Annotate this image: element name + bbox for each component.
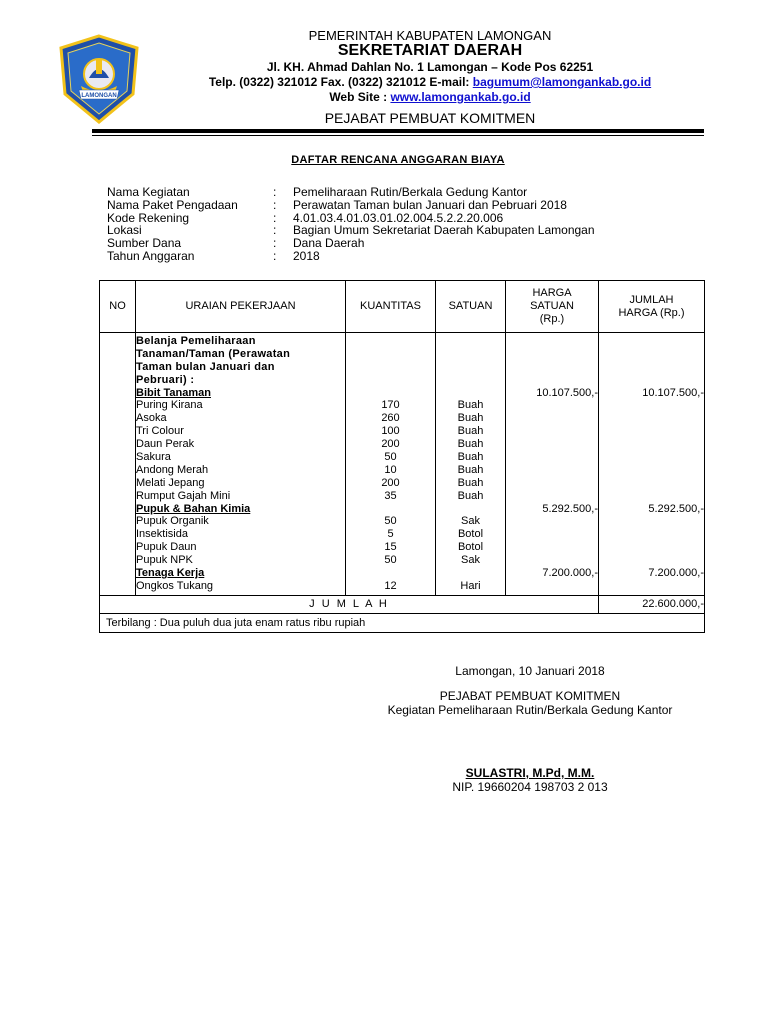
item-unit bbox=[436, 503, 505, 516]
item-total bbox=[599, 348, 704, 361]
item-total bbox=[599, 554, 704, 567]
website-line bbox=[150, 90, 710, 104]
item-unit: Sak bbox=[461, 554, 480, 567]
item-unit-price bbox=[506, 515, 598, 528]
item-description: Ongkos Tukang bbox=[136, 579, 214, 592]
table-header-row bbox=[100, 281, 705, 333]
item-unit bbox=[436, 387, 505, 400]
item-description: Pupuk NPK bbox=[136, 554, 193, 567]
total-row bbox=[100, 595, 705, 613]
item-quantity bbox=[346, 348, 435, 361]
info-colon: : bbox=[273, 236, 277, 251]
header-jumlah-line1: JUMLAH bbox=[629, 293, 674, 306]
item-total bbox=[599, 464, 704, 477]
item-quantity: 5 bbox=[387, 528, 394, 541]
item-total: 10.107.500,- bbox=[642, 386, 704, 399]
item-description: Belanja Pemeliharaan bbox=[136, 335, 256, 347]
item-unit-price bbox=[506, 438, 598, 451]
government-name: PEMERINTAH KABUPATEN LAMONGAN bbox=[308, 28, 552, 43]
header-harga-line3: (Rp.) bbox=[539, 313, 565, 325]
header-jumlah-harga bbox=[599, 281, 705, 333]
item-description: Sakura bbox=[136, 451, 171, 464]
item-description: Insektisida bbox=[136, 528, 188, 541]
item-total bbox=[599, 490, 704, 503]
item-unit: Buah bbox=[457, 399, 484, 412]
info-value: Bagian Umum Sekretariat Daerah Kabupaten Lamongan bbox=[293, 223, 595, 238]
item-description: Tenaga Kerja bbox=[136, 567, 205, 580]
item-total bbox=[599, 580, 704, 593]
signature-place-date: Lamongan, 10 Januari 2018 bbox=[455, 664, 605, 678]
item-unit: Buah bbox=[457, 451, 484, 464]
info-colon: : bbox=[273, 210, 277, 225]
item-unit: Buah bbox=[457, 476, 484, 489]
item-quantity: 50 bbox=[384, 451, 397, 464]
item-quantity bbox=[346, 387, 435, 400]
info-label: Lokasi bbox=[107, 223, 142, 238]
info-value: Dana Daerah bbox=[293, 236, 365, 251]
item-unit-price: 10.107.500,- bbox=[536, 386, 598, 399]
item-quantity: 12 bbox=[384, 579, 397, 592]
item-unit-price bbox=[506, 541, 598, 554]
item-quantity: 200 bbox=[381, 438, 400, 451]
item-unit-price bbox=[506, 477, 598, 490]
item-unit: Buah bbox=[457, 412, 484, 425]
website-link[interactable]: www.lamongankab.go.id bbox=[390, 90, 531, 104]
header-harga-satuan bbox=[506, 281, 599, 333]
item-unit-price bbox=[506, 399, 598, 412]
item-unit-price bbox=[506, 490, 598, 503]
item-total bbox=[599, 412, 704, 425]
terbilang-text: Terbilang : Dua puluh dua juta enam ratus ribu rupiah bbox=[100, 613, 705, 632]
info-colon: : bbox=[273, 223, 277, 238]
item-total bbox=[599, 477, 704, 490]
item-total bbox=[599, 335, 704, 348]
item-total bbox=[599, 438, 704, 451]
item-quantity bbox=[346, 503, 435, 516]
item-description: Rumput Gajah Mini bbox=[136, 489, 231, 502]
document-title: DAFTAR RENCANA ANGGARAN BIAYA bbox=[291, 154, 505, 166]
item-total bbox=[599, 374, 704, 387]
info-value: 4.01.03.4.01.03.01.02.004.5.2.2.20.006 bbox=[293, 210, 504, 225]
total-value: 22.600.000,- bbox=[599, 595, 705, 613]
terbilang-row bbox=[100, 613, 705, 632]
contact-phone-fax: Telp. (0322) 321012 Fax. (0322) 321012 E-mail: bbox=[208, 75, 473, 89]
item-description: Pupuk & Bahan Kimia bbox=[136, 502, 251, 515]
website-label: Web Site : bbox=[329, 90, 391, 104]
item-quantity: 10 bbox=[384, 463, 397, 476]
item-unit: Buah bbox=[457, 489, 484, 502]
info-value: 2018 bbox=[293, 248, 320, 263]
header-no: NO bbox=[100, 281, 136, 333]
item-unit-price bbox=[506, 361, 598, 374]
item-unit: Sak bbox=[461, 515, 480, 528]
info-value: Perawatan Taman bulan Januari dan Pebruari 2018 bbox=[293, 197, 567, 212]
header-divider-thick bbox=[92, 129, 704, 133]
item-quantity bbox=[346, 335, 435, 348]
item-description: Pebruari) : bbox=[136, 373, 195, 386]
item-quantity: 15 bbox=[384, 541, 397, 554]
table-body-row bbox=[100, 333, 705, 596]
info-colon: : bbox=[273, 185, 277, 199]
item-total: 7.200.000,- bbox=[648, 567, 704, 580]
item-description: Pupuk Organik bbox=[136, 515, 209, 528]
item-unit-price: 7.200.000,- bbox=[542, 567, 598, 580]
info-value: Pemeliharaan Rutin/Berkala Gedung Kantor bbox=[293, 185, 528, 199]
item-unit-price: 5.292.500,- bbox=[542, 502, 598, 515]
total-label: J U M L A H bbox=[100, 595, 599, 613]
item-total bbox=[599, 541, 704, 554]
item-unit-price bbox=[506, 335, 598, 348]
item-unit bbox=[436, 348, 505, 361]
header-satuan: SATUAN bbox=[436, 281, 506, 333]
item-description: Melati Jepang bbox=[136, 476, 205, 489]
item-total: 5.292.500,- bbox=[648, 502, 704, 515]
item-total bbox=[599, 451, 704, 464]
item-unit-price bbox=[506, 580, 598, 593]
item-unit-price bbox=[506, 451, 598, 464]
signatory-name: SULASTRI, M.Pd, M.M. bbox=[465, 766, 595, 780]
item-quantity bbox=[346, 374, 435, 387]
item-unit-price bbox=[506, 554, 598, 567]
info-label: Sumber Dana bbox=[107, 236, 182, 251]
col-harga-satuan bbox=[506, 333, 599, 596]
item-unit: Botol bbox=[457, 528, 484, 541]
department-title: PEJABAT PEMBUAT KOMITMEN bbox=[324, 110, 536, 126]
item-description: Tanaman/Taman (Perawatan bbox=[136, 347, 291, 360]
item-quantity bbox=[346, 361, 435, 374]
header-harga-line2: SATUAN bbox=[530, 300, 574, 312]
col-satuan bbox=[436, 333, 506, 596]
info-label: Tahun Anggaran bbox=[107, 248, 195, 263]
regency-emblem-icon bbox=[57, 34, 141, 124]
address-line: Jl. KH. Ahmad Dahlan No. 1 Lamongan – Kode Pos 62251 bbox=[266, 60, 594, 74]
info-label: Kode Rekening bbox=[107, 210, 190, 225]
item-description: Bibit Tanaman bbox=[136, 386, 211, 399]
signature-title: PEJABAT PEMBUAT KOMITMEN bbox=[439, 689, 621, 703]
item-total bbox=[599, 361, 704, 374]
info-label: Nama Paket Pengadaan bbox=[107, 197, 238, 212]
info-colon: : bbox=[273, 197, 277, 212]
item-unit: Botol bbox=[457, 541, 484, 554]
office-name: SEKRETARIAT DAERAH bbox=[337, 42, 523, 59]
item-quantity: 50 bbox=[384, 515, 397, 528]
item-unit bbox=[436, 567, 505, 580]
info-colon: : bbox=[273, 248, 277, 263]
signatory-nip: NIP. 19660204 198703 2 013 bbox=[452, 780, 608, 794]
item-quantity: 200 bbox=[381, 476, 400, 489]
header-harga-line1: HARGA bbox=[532, 287, 572, 299]
item-total bbox=[599, 399, 704, 412]
info-label: Nama Kegiatan bbox=[107, 185, 190, 199]
header-jumlah-line2: HARGA (Rp.) bbox=[618, 306, 685, 319]
item-unit: Buah bbox=[457, 438, 484, 451]
header-kuantitas: KUANTITAS bbox=[346, 281, 436, 333]
item-quantity: 35 bbox=[384, 489, 397, 502]
item-unit-price bbox=[506, 425, 598, 438]
item-description: Daun Perak bbox=[136, 438, 195, 451]
item-unit-price bbox=[506, 348, 598, 361]
item-unit-price bbox=[506, 412, 598, 425]
email-link[interactable]: bagumum@lamongankab.go.id bbox=[472, 75, 652, 89]
item-unit: Buah bbox=[457, 463, 484, 476]
signature-subtitle: Kegiatan Pemeliharaan Rutin/Berkala Gedung Kantor bbox=[387, 703, 673, 717]
header-uraian: URAIAN PEKERJAAN bbox=[136, 281, 346, 333]
item-quantity: 50 bbox=[384, 554, 397, 567]
item-description: Taman bulan Januari dan bbox=[136, 360, 275, 373]
item-unit-price bbox=[506, 374, 598, 387]
item-description: Tri Colour bbox=[136, 425, 184, 438]
item-total bbox=[599, 425, 704, 438]
item-quantity bbox=[346, 567, 435, 580]
col-uraian bbox=[136, 333, 346, 596]
item-quantity: 260 bbox=[381, 412, 400, 425]
item-unit bbox=[436, 361, 505, 374]
item-total bbox=[599, 528, 704, 541]
contact-line bbox=[150, 75, 710, 89]
item-quantity: 170 bbox=[381, 399, 400, 412]
item-unit-price bbox=[506, 464, 598, 477]
item-description: Pupuk Daun bbox=[136, 541, 197, 554]
item-description: Andong Merah bbox=[136, 463, 209, 476]
header-divider-thin bbox=[92, 135, 704, 136]
item-total bbox=[599, 515, 704, 528]
budget-table bbox=[99, 280, 705, 633]
col-no bbox=[100, 333, 136, 596]
item-description: Puring Kirana bbox=[136, 399, 203, 412]
col-kuantitas bbox=[346, 333, 436, 596]
item-unit-price bbox=[506, 528, 598, 541]
item-description: Asoka bbox=[136, 412, 167, 425]
item-unit bbox=[436, 374, 505, 387]
col-jumlah-harga bbox=[599, 333, 705, 596]
emblem-text: LAMONGAN bbox=[81, 93, 117, 99]
item-unit: Hari bbox=[460, 579, 481, 592]
item-quantity: 100 bbox=[381, 425, 400, 438]
item-unit bbox=[436, 335, 505, 348]
item-unit: Buah bbox=[457, 425, 484, 438]
